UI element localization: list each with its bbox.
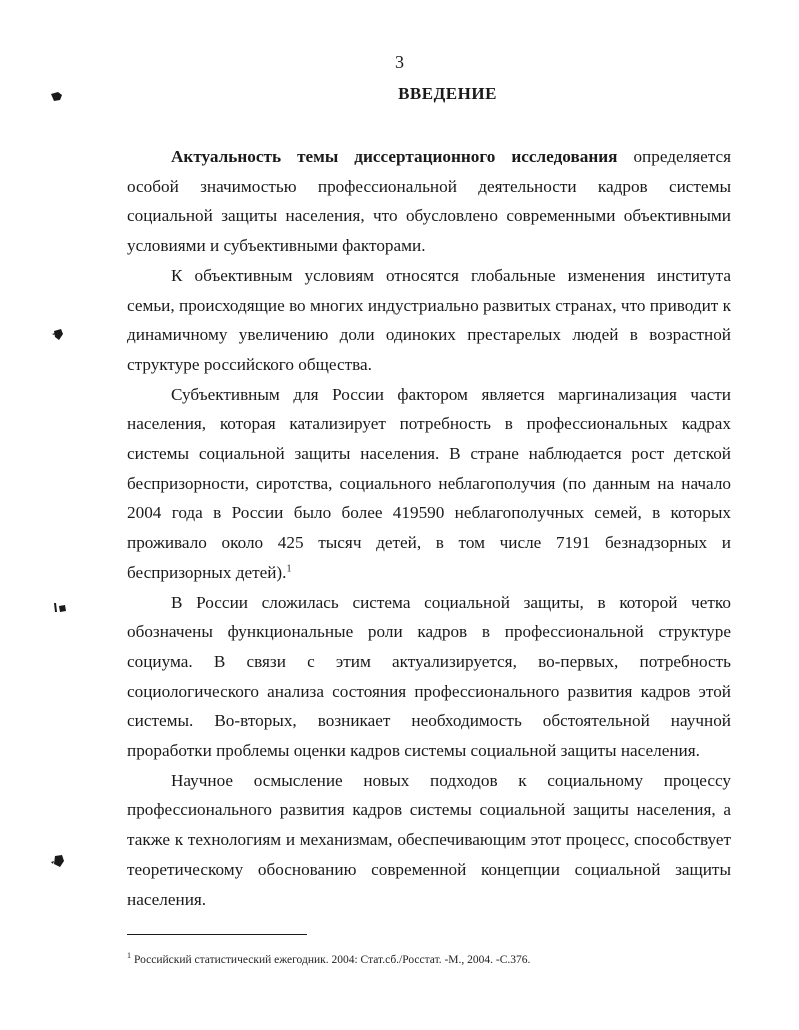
paragraph-subjective-factor [127,380,731,588]
page-heading: ВВЕДЕНИЕ [398,84,497,103]
body-text [127,142,731,914]
hole-punch-mark-icon [48,88,66,106]
paragraph-social-protection-system: В России сложилась система социальной защиты, в которой четко обозначены функциональные роли кадров в профессиональной структуре социума. В связи с этим актуализируется, во-первых, потребность социологического анализа состояния профессионального развития кадров этой системы. Во-вторых, возникает необходимость обстоятельной научной проработки проблемы оценки кадров системы социальной защиты населения. [127,592,731,761]
paragraph-relevance [127,142,731,261]
paragraph-text: определяется особой значимостью профессиональной деятельности кадров системы социальной защиты населения, что обусловлено современными объективными условиями и субъективными факторами. [127,147,731,256]
hole-punch-mark-icon [50,326,68,344]
paragraph-lead-bold: Актуальность темы диссертационного исследования [171,147,618,166]
footnote-reference[interactable]: 1 [286,563,292,575]
footnote-divider [127,934,307,935]
footnote-text: Российский статистический ежегодник. 2004: Стат.сб./Росстат. -М., 2004. -С.376. [134,954,531,966]
footnote-marker: 1 [127,951,131,961]
paragraph-text: Субъективным для России фактором является маргинализация части населения, которая катализирует потребность в профессиональных кадрах системы социальной защиты населения. В стране наблюдается рост детской беспризорности, сиротства, социального неблагополучия (по данным на начало 2004 года в России было более 419590 неблагополучных семей, в которых проживало около 425 тысяч детей, в том числе 7191 безнадзорных и беспризорных детей). [127,384,731,582]
hole-punch-mark-icon [50,852,68,870]
footnote [127,952,747,968]
page-number: 3 [395,52,404,72]
paragraph-objective-conditions: К объективным условиям относятся глобальные изменения института семьи, происходящие во многих индустриально развитых странах, что приводит к динамичному увеличению доли одиноких престарелых людей в возрастной структуре российского общества. [127,265,731,374]
hole-punch-mark-icon [52,600,70,618]
paragraph-scientific-understanding: Научное осмысление новых подходов к социальному процессу профессионального развития кадров системы социальной защиты населения, а также к технологиям и механизмам, обеспечивающим этот процесс, способствует теоретическому обоснованию современной концепции социальной защиты населения. [127,770,731,909]
